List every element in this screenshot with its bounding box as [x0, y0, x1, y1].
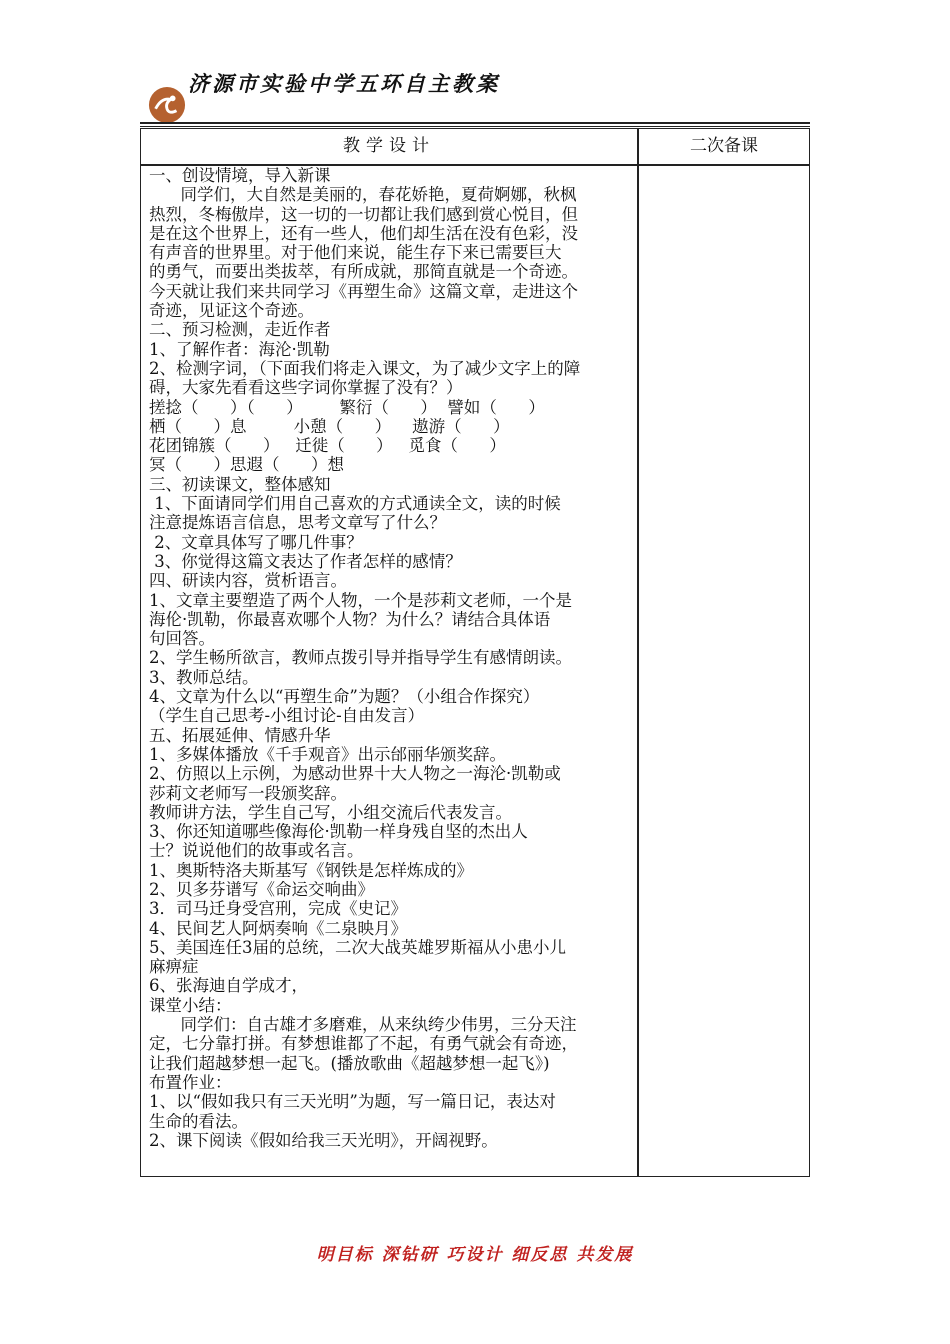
content-line: 课堂小结： — [149, 995, 232, 1015]
content-line: 1、以“假如我只有三天光明”为题，写一篇日记，表达对 — [149, 1092, 556, 1112]
header-rule — [140, 122, 810, 124]
content-line: 一、创设情境，导入新课 — [149, 166, 331, 185]
content-line: 1、下面请同学们用自己喜欢的方式通读全文，读的时候 — [149, 494, 561, 514]
content-line: 今天就让我们来共同学习《再塑生命》这篇文章，走进这个 — [149, 281, 578, 301]
content-line: 2、贝多芬谱写《命运交响曲》 — [149, 879, 374, 899]
content-line: 2、课下阅读《假如给我三天光明》，开阔视野。 — [149, 1130, 498, 1150]
content-line: 2、检测字词，（下面我们将走入课文，为了减少文字上的障 — [149, 358, 581, 378]
column-header-second-prep: 二次备课 — [690, 136, 758, 156]
content-line: 四、研读内容，赏析语言。 — [149, 571, 347, 591]
content-line: 6、张海迪自学成才， — [149, 976, 308, 996]
content-line: 句回答。 — [149, 629, 215, 649]
content-line: 生命的看法。 — [149, 1111, 248, 1131]
content-line: 二、预习检测，走近作者 — [149, 320, 331, 340]
content-line: 碍，大家先看看这些字词你掌握了没有？） — [149, 378, 463, 398]
content-line: 1、文章主要塑造了两个人物，一个是莎莉文老师，一个是 — [149, 590, 572, 610]
content-line: 栖（ ）息 小憩（ ） 遨游（ ） — [149, 416, 510, 436]
content-line: 3、你还知道哪些像海伦·凯勒一样身残自坚的杰出人 — [149, 822, 528, 842]
content-line: 2、文章具体写了哪几件事？ — [149, 532, 363, 552]
content-line: 3、你觉得这篇文表达了作者怎样的感情？ — [149, 551, 462, 571]
content-line: 三、初读课文，整体感知 — [149, 474, 331, 494]
content-line: 士？说说他们的故事或名言。 — [149, 841, 364, 861]
content-line: 搓捻（ ）（ ） 繁衍（ ） 譬如（ ） — [149, 397, 545, 417]
content-line: 3、教师总结。 — [149, 667, 259, 687]
lesson-table — [140, 128, 810, 1177]
column-divider — [637, 129, 639, 1176]
content-line: 2、仿照以上示例，为感动世界十大人物之一海沦·凯勒或 — [149, 764, 561, 784]
content-line: 1、多媒体播放《千手观音》出示邰丽华颁奖辞。 — [149, 744, 506, 764]
content-line: 4、民间艺人阿炳奏响《二泉映月》 — [149, 918, 407, 938]
page-header — [140, 60, 810, 130]
content-line: 5、美国连任3届的总统，二次大战英雄罗斯福从小患小儿 — [149, 937, 566, 957]
content-line: 五、拓展延伸、情感升华 — [149, 725, 331, 745]
content-line: 教师讲方法，学生自己写，小组交流后代表发言。 — [149, 802, 512, 822]
content-line: 花团锦簇（ ） 迁徙（ ） 觅食（ ） — [149, 436, 506, 456]
content-line: 冥（ ）思遐（ ）想 — [149, 455, 344, 475]
content-line: 有声音的世界里。对于他们来说，能生存下来已需要巨大 — [149, 243, 562, 263]
header-rule-thin — [140, 126, 810, 127]
footer-motto: 明目标 深钻研 巧设计 细反思 共发展 — [316, 1245, 634, 1265]
content-line: 3．司马迁身受宫刑，完成《史记》 — [149, 899, 407, 919]
content-line: 让我们超越梦想一起飞。(播放歌曲《超越梦想一起飞》) — [149, 1053, 550, 1073]
content-line: 2、学生畅所欲言，教师点拨引导并指导学生有感情朗读。 — [149, 648, 572, 668]
content-line: 热烈，冬梅傲岸，这一切的一切都让我们感到赏心悦目，但 — [149, 204, 578, 224]
content-line: 同学们，大自然是美丽的，春花娇艳，夏荷婀娜，秋枫 — [149, 185, 577, 205]
content-line: 同学们：自古雄才多磨难，从来纨绔少伟男，三分天注 — [149, 1015, 577, 1035]
content-line: 定，七分靠打拼。有梦想谁都了不起，有勇气就会有奇迹， — [149, 1034, 578, 1054]
column-header-design: 教学设计 — [343, 136, 435, 156]
content-line: （学生自己思考-小组讨论-自由发言） — [149, 706, 425, 726]
school-title: 济源市实验中学五环自主教案 — [188, 71, 500, 96]
content-line: 注意提炼语言信息，思考文章写了什么？ — [149, 513, 446, 533]
content-line: 4、文章为什么以“再塑生命”为题？（小组合作探究） — [149, 687, 540, 707]
content-line: 海伦·凯勒，你最喜欢哪个人物？为什么？请结合具体语 — [149, 609, 551, 629]
content-line: 奇迹，见证这个奇迹。 — [149, 301, 314, 321]
content-line: 是在这个世界上，还有一些人，他们却生活在没有色彩，没 — [149, 223, 578, 243]
lesson-content — [149, 166, 631, 1150]
content-line: 1、了解作者：海沦·凯勒 — [149, 339, 330, 359]
content-line: 1、奥斯特洛夫斯基写《钢铁是怎样炼成的》 — [149, 860, 473, 880]
content-line: 麻痹症 — [149, 957, 199, 977]
school-logo-icon — [148, 86, 186, 124]
content-line: 布置作业： — [149, 1072, 232, 1092]
content-line: 的勇气，而要出类拔萃，有所成就，那简直就是一个奇迹。 — [149, 262, 578, 282]
content-line: 莎莉文老师写一段颁奖辞。 — [149, 783, 347, 803]
